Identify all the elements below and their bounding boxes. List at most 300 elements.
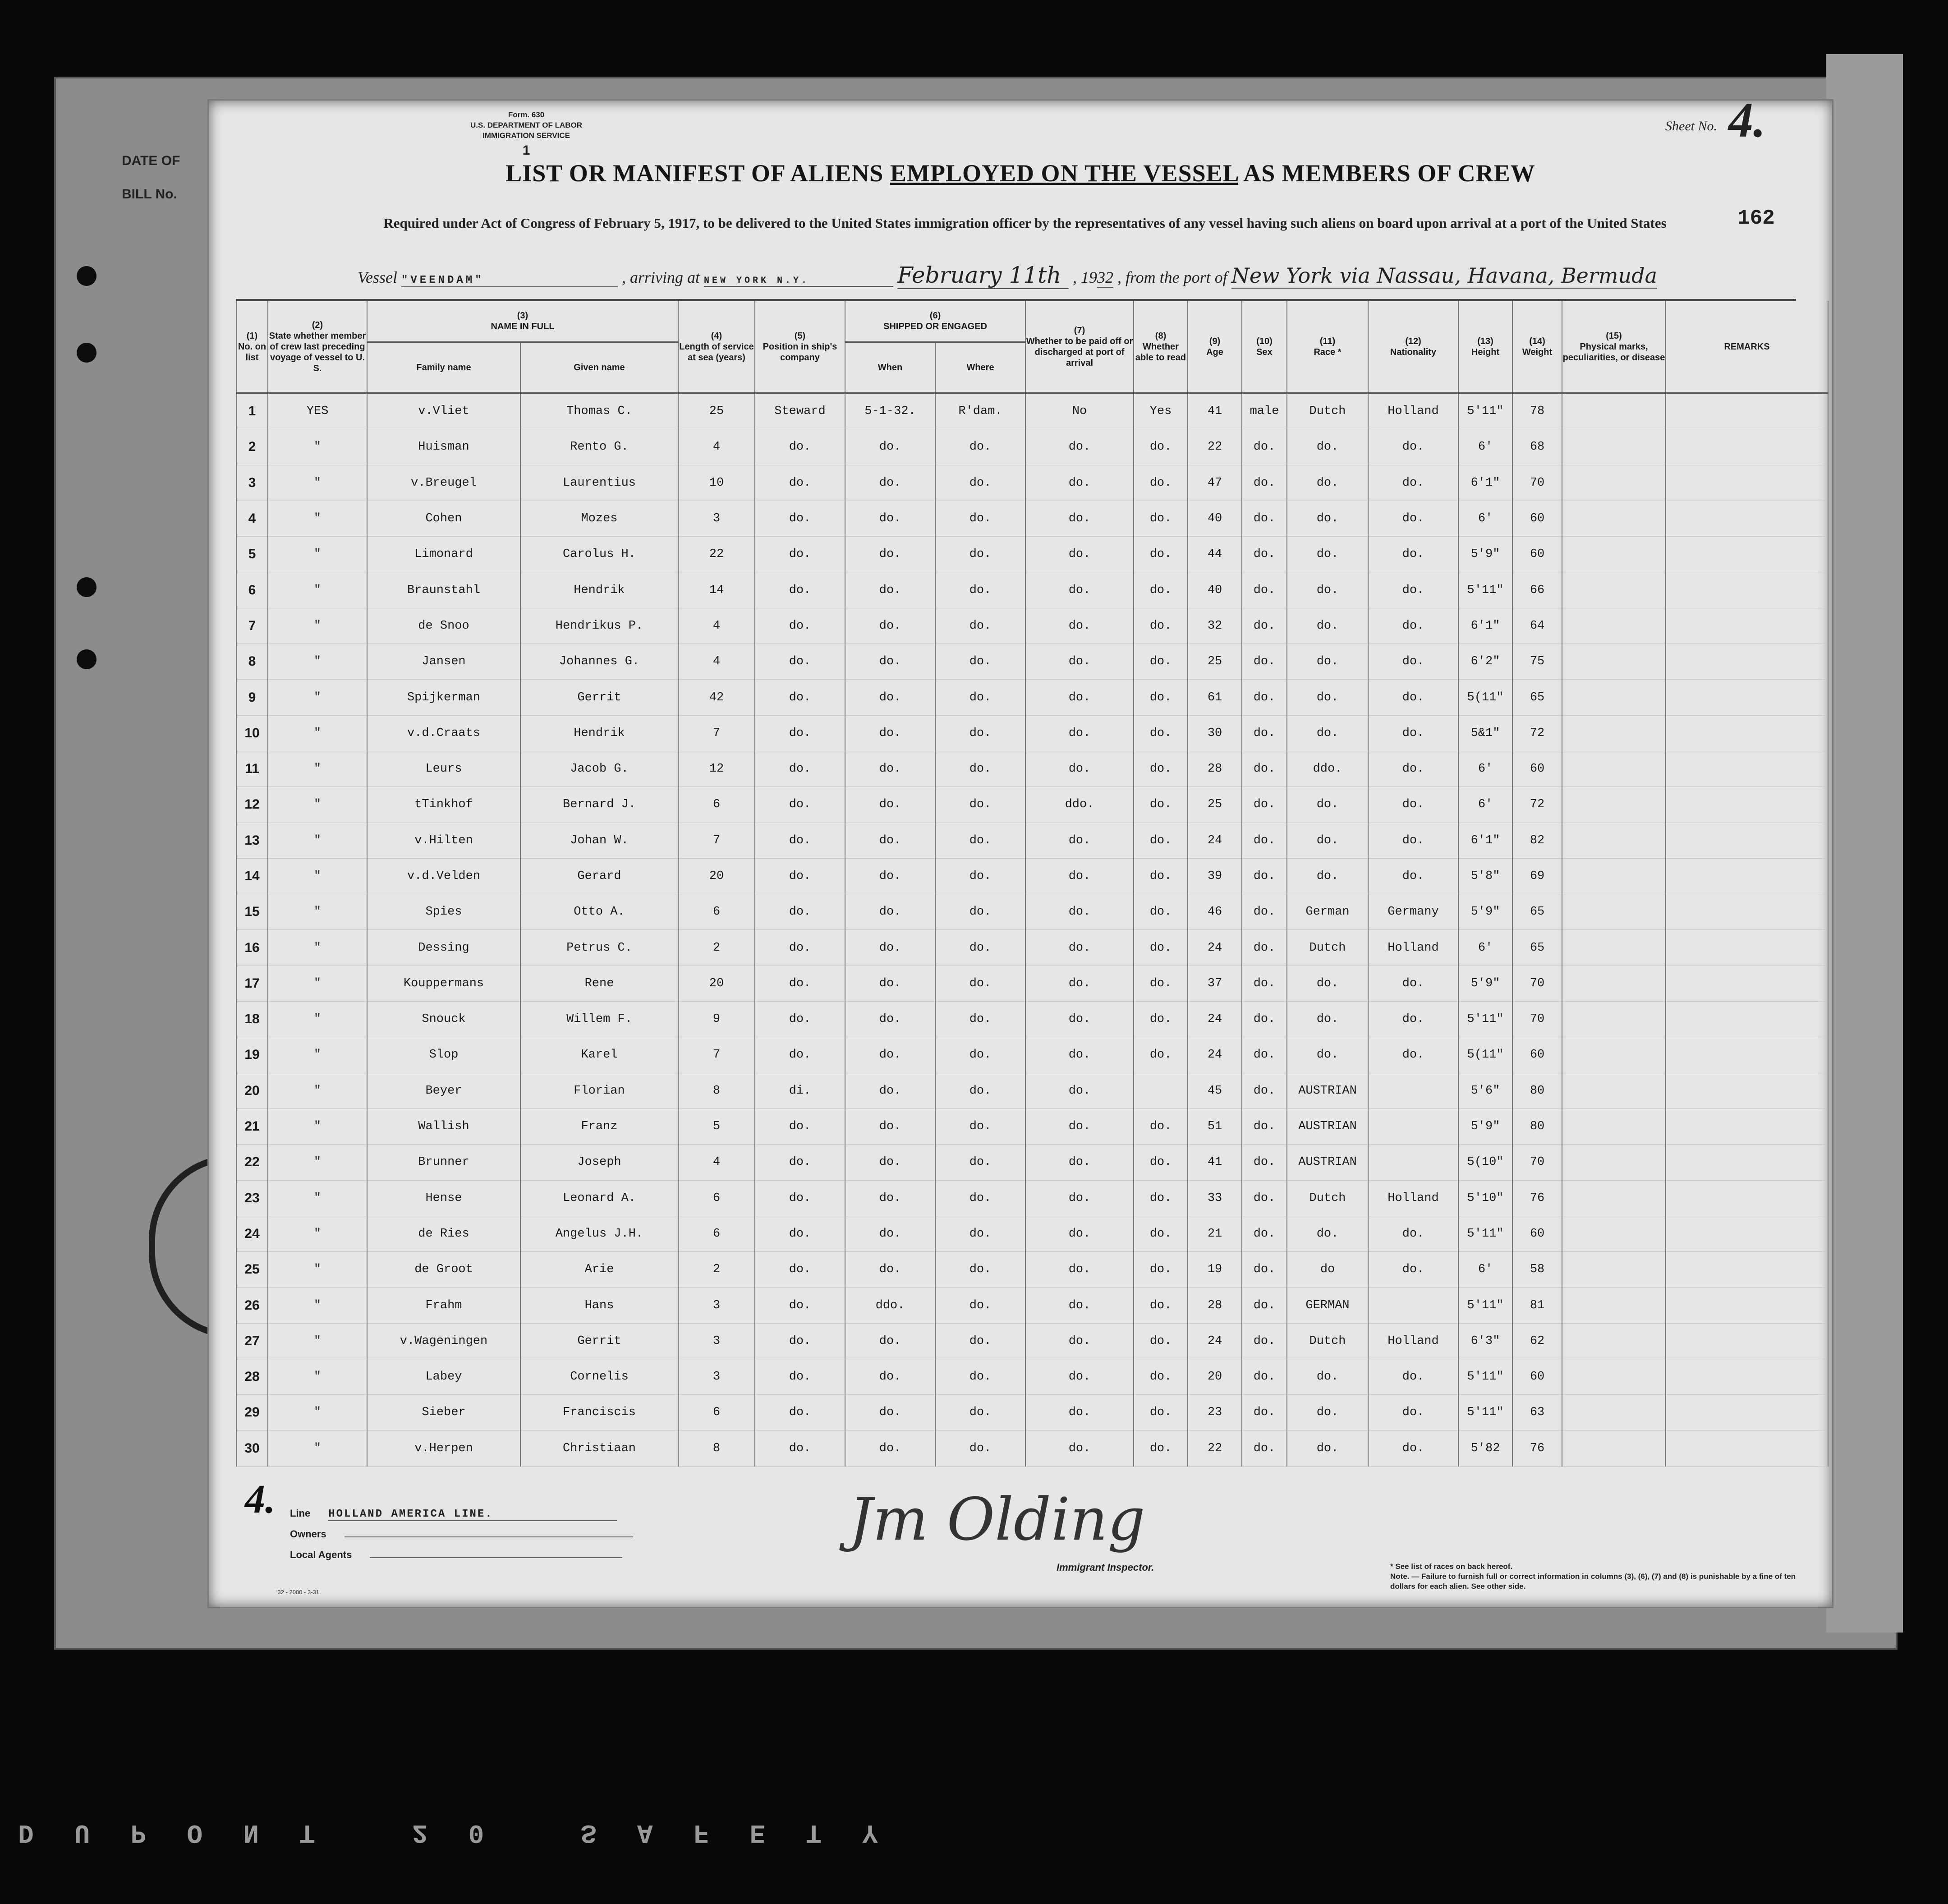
given-name: Gerrit [520,680,678,715]
years-at-sea: 7 [678,715,755,751]
prior-voyage: " [268,823,367,858]
race: do [1287,1252,1368,1288]
col-title: Sex [1256,347,1273,357]
race: do. [1287,537,1368,572]
physical-marks [1562,966,1666,1001]
arriving-label: , arriving at [621,268,700,286]
physical-marks [1562,1145,1666,1180]
height: 5(11" [1458,680,1512,715]
can-read: do. [1134,1180,1188,1216]
age: 24 [1188,930,1242,966]
weight: 63 [1512,1395,1562,1430]
sex: do. [1242,1288,1287,1323]
shipped-when: do. [845,858,935,894]
document-subtitle: Required under Act of Congress of February 5, 1917, to be delivered to the United States immigration officer by the representatives of any vessel having such aliens on board upon arrival at a port of the United States [383,215,1667,231]
discharged: do. [1025,1216,1134,1251]
shipped-when: do. [845,751,935,786]
race: do. [1287,823,1368,858]
crew-row [236,1323,1828,1359]
crew-row [236,966,1828,1001]
row-number: 19 [236,1037,268,1073]
years-at-sea: 6 [678,1216,755,1251]
nationality: Holland [1368,1323,1458,1359]
age: 32 [1188,608,1242,644]
col-num: (4) [711,331,722,341]
weight: 70 [1512,1002,1562,1037]
position: do. [755,501,845,536]
race: do. [1287,1002,1368,1037]
prior-voyage: " [268,715,367,751]
race: do. [1287,1359,1368,1395]
col-given-header: Given name [520,342,678,393]
physical-marks [1562,1216,1666,1251]
weight: 70 [1512,966,1562,1001]
sex: do. [1242,1430,1287,1466]
can-read: do. [1134,930,1188,966]
can-read: do. [1134,715,1188,751]
height: 5'9" [1458,966,1512,1001]
race: do. [1287,1216,1368,1251]
height: 5'8" [1458,858,1512,894]
position: do. [755,751,845,786]
row-number: 30 [236,1430,268,1466]
height: 6'1" [1458,608,1512,644]
crew-row [236,787,1828,823]
remarks [1666,823,1828,858]
height: 6' [1458,429,1512,465]
prior-voyage: " [268,1180,367,1216]
sex: do. [1242,1252,1287,1288]
shipped-when: do. [845,1359,935,1395]
height: 5(10" [1458,1145,1512,1180]
row-number: 13 [236,823,268,858]
crew-row [236,1002,1828,1037]
height: 6'1" [1458,823,1512,858]
prior-voyage: " [268,1073,367,1108]
prior-voyage: " [268,537,367,572]
prior-voyage: " [268,465,367,501]
sex: do. [1242,1002,1287,1037]
height: 6' [1458,787,1512,823]
can-read: do. [1134,1430,1188,1466]
physical-marks [1562,1323,1666,1359]
col-title: Whether to be paid off or discharged at port of arrival [1026,336,1133,368]
race: Dutch [1287,1180,1368,1216]
nationality: Germany [1368,894,1458,930]
discharged: do. [1025,1108,1134,1144]
form-mark: 1 [522,143,530,158]
family-name: Brunner [367,1145,520,1180]
given-name: Franz [520,1108,678,1144]
row-number: 4 [236,501,268,536]
height: 6'1" [1458,465,1512,501]
row-number: 12 [236,787,268,823]
col-title: Age [1206,347,1223,357]
crew-row [236,429,1828,465]
discharged: do. [1025,1180,1134,1216]
vessel-label: Vessel [358,268,397,286]
race: Dutch [1287,1323,1368,1359]
can-read: do. [1134,1002,1188,1037]
physical-marks [1562,1359,1666,1395]
remarks [1666,393,1828,429]
shipped-where: do. [935,1288,1025,1323]
stub-bill: BILL No. [122,187,177,202]
row-number: 5 [236,537,268,572]
remarks [1666,1395,1828,1430]
physical-marks [1562,1002,1666,1037]
owners-value [345,1536,633,1537]
crew-row [236,393,1828,429]
col-title: SHIPPED OR ENGAGED [883,322,988,331]
sex: do. [1242,501,1287,536]
years-at-sea: 42 [678,680,755,715]
race: do. [1287,787,1368,823]
sex: do. [1242,1323,1287,1359]
prior-voyage: " [268,966,367,1001]
col-num: (3) [517,311,528,321]
sex: do. [1242,465,1287,501]
years-at-sea: 4 [678,429,755,465]
can-read: do. [1134,429,1188,465]
col-num: (15) [1606,331,1622,341]
remarks [1666,751,1828,786]
row-number: 20 [236,1073,268,1108]
weight: 80 [1512,1108,1562,1144]
given-name: Carolus H. [520,537,678,572]
height: 5&1" [1458,715,1512,751]
given-name: Hendrik [520,715,678,751]
physical-marks [1562,644,1666,680]
nationality: do. [1368,1037,1458,1073]
shipped-when: do. [845,787,935,823]
height: 5'11" [1458,393,1512,429]
shipped-where: do. [935,501,1025,536]
prior-voyage: " [268,894,367,930]
shipped-when: do. [845,1108,935,1144]
col-title: NAME IN FULL [491,322,555,331]
weight: 78 [1512,393,1562,429]
given-name: Rento G. [520,429,678,465]
years-at-sea: 22 [678,537,755,572]
race: Dutch [1287,393,1368,429]
col-num: (11) [1319,336,1336,346]
weight: 69 [1512,858,1562,894]
backing-sheet-edge [1826,54,1903,1633]
physical-marks [1562,608,1666,644]
shipped-where: do. [935,1108,1025,1144]
can-read: do. [1134,465,1188,501]
col-num: (2) [312,320,323,330]
discharged: do. [1025,501,1134,536]
col-title: Nationality [1390,347,1437,357]
row-number: 23 [236,1180,268,1216]
row-number: 11 [236,751,268,786]
col-num: (1) [246,331,258,341]
sex: do. [1242,930,1287,966]
physical-marks [1562,429,1666,465]
race: do. [1287,966,1368,1001]
weight: 58 [1512,1252,1562,1288]
discharged: do. [1025,858,1134,894]
remarks [1666,501,1828,536]
discharged: do. [1025,715,1134,751]
given-name: Florian [520,1073,678,1108]
shipped-where: do. [935,787,1025,823]
shipped-when: do. [845,823,935,858]
owners-label: Owners [290,1528,326,1540]
given-name: Laurentius [520,465,678,501]
nationality: do. [1368,1430,1458,1466]
col-num: (5) [794,331,806,341]
years-at-sea: 7 [678,1037,755,1073]
prior-voyage: " [268,1252,367,1288]
remarks [1666,930,1828,966]
form-number: Form. 630 [508,110,545,119]
row-number: 16 [236,930,268,966]
shipped-when: do. [845,644,935,680]
nationality: do. [1368,1359,1458,1395]
prior-voyage: " [268,680,367,715]
col-read-header [1134,301,1188,393]
shipped-where: do. [935,465,1025,501]
col-title: Length of service at sea (years) [679,341,754,363]
physical-marks [1562,680,1666,715]
race: AUSTRIAN [1287,1145,1368,1180]
age: 24 [1188,823,1242,858]
shipped-where: do. [935,930,1025,966]
nationality: do. [1368,680,1458,715]
height: 5'11" [1458,572,1512,608]
shipped-where: do. [935,429,1025,465]
shipped-when: do. [845,572,935,608]
race: do. [1287,429,1368,465]
col-nationality-header [1368,301,1458,393]
crew-row [236,1216,1828,1251]
can-read: do. [1134,787,1188,823]
age: 61 [1188,680,1242,715]
crew-row [236,608,1828,644]
physical-marks [1562,537,1666,572]
age: 21 [1188,1216,1242,1251]
years-at-sea: 8 [678,1430,755,1466]
crew-row [236,1395,1828,1430]
years-at-sea: 25 [678,393,755,429]
can-read: do. [1134,608,1188,644]
discharged: do. [1025,823,1134,858]
col-title: REMARKS [1724,341,1770,352]
can-read: do. [1134,501,1188,536]
row-number: 25 [236,1252,268,1288]
nationality: do. [1368,858,1458,894]
physical-marks [1562,787,1666,823]
family-name: Snouck [367,1002,520,1037]
position: do. [755,858,845,894]
can-read: do. [1134,680,1188,715]
prior-voyage: " [268,930,367,966]
shipped-when: do. [845,1002,935,1037]
stub-date: DATE OF [122,153,180,168]
given-name: Franciscis [520,1395,678,1430]
footnote-races: * See list of races on back hereof. [1390,1562,1513,1571]
physical-marks [1562,715,1666,751]
discharged: do. [1025,572,1134,608]
position: do. [755,465,845,501]
family-name: Hense [367,1180,520,1216]
physical-marks [1562,894,1666,930]
prior-voyage: " [268,1288,367,1323]
physical-marks [1562,1430,1666,1466]
family-name: tTinkhof [367,787,520,823]
position: do. [755,1145,845,1180]
crew-row [236,1430,1828,1466]
col-where-header: Where [935,342,1025,393]
nationality [1368,1288,1458,1323]
sex: do. [1242,1395,1287,1430]
weight: 60 [1512,501,1562,536]
height: 5'6" [1458,1073,1512,1108]
col-name-header [367,301,678,342]
weight: 82 [1512,823,1562,858]
discharged: do. [1025,966,1134,1001]
height: 6' [1458,1252,1512,1288]
shipped-where: do. [935,572,1025,608]
sex: do. [1242,966,1287,1001]
years-at-sea: 6 [678,787,755,823]
title-part: AS MEMBERS OF CREW [1238,160,1535,187]
nationality: do. [1368,465,1458,501]
col-num: (9) [1209,336,1221,346]
shipped-when: do. [845,1037,935,1073]
agents-label: Local Agents [290,1549,352,1560]
weight: 65 [1512,894,1562,930]
crew-row [236,715,1828,751]
prior-voyage: " [268,858,367,894]
row-number: 29 [236,1395,268,1430]
years-at-sea: 20 [678,966,755,1001]
col-service-header [678,301,755,393]
family-name: v.d.Velden [367,858,520,894]
family-name: v.Hilten [367,823,520,858]
row-number: 22 [236,1145,268,1180]
height: 5'9" [1458,894,1512,930]
row-number: 28 [236,1359,268,1395]
nationality: Holland [1368,930,1458,966]
physical-marks [1562,1037,1666,1073]
shipped-where: do. [935,608,1025,644]
col-weight-header [1512,301,1562,393]
col-title: Race * [1314,347,1342,357]
binder-hole [77,577,96,597]
row-number: 9 [236,680,268,715]
prior-voyage: " [268,572,367,608]
can-read: do. [1134,1252,1188,1288]
shipped-when: do. [845,1252,935,1288]
years-at-sea: 2 [678,1252,755,1288]
position: do. [755,1252,845,1288]
remarks [1666,966,1828,1001]
sex: do. [1242,1108,1287,1144]
vessel-name: "VEENDAM" [401,274,618,287]
sex: do. [1242,1145,1287,1180]
remarks [1666,1002,1828,1037]
line-row [290,1508,633,1528]
shipped-where: do. [935,1323,1025,1359]
remarks [1666,537,1828,572]
can-read: do. [1134,1395,1188,1430]
binder-hole [77,266,96,286]
nationality: do. [1368,751,1458,786]
discharged: do. [1025,1002,1134,1037]
shipped-when: do. [845,966,935,1001]
can-read: do. [1134,1145,1188,1180]
position: do. [755,966,845,1001]
age: 39 [1188,858,1242,894]
col-height-header [1458,301,1512,393]
age: 33 [1188,1180,1242,1216]
remarks [1666,1037,1828,1073]
page-mark: 4. [245,1477,276,1522]
given-name: Rene [520,966,678,1001]
given-name: Christiaan [520,1430,678,1466]
position: do. [755,930,845,966]
can-read: do. [1134,644,1188,680]
race: do. [1287,715,1368,751]
weight: 60 [1512,1359,1562,1395]
age: 24 [1188,1002,1242,1037]
form-identifier [470,110,582,156]
given-name: Johannes G. [520,644,678,680]
shipped-where: do. [935,1073,1025,1108]
age: 44 [1188,537,1242,572]
crew-row [236,1288,1828,1323]
years-at-sea: 4 [678,644,755,680]
position: do. [755,537,845,572]
height: 6'3" [1458,1323,1512,1359]
col-position-header [755,301,845,393]
discharged: do. [1025,1359,1134,1395]
discharged: do. [1025,537,1134,572]
discharged: do. [1025,429,1134,465]
row-number: 7 [236,608,268,644]
crew-row [236,537,1828,572]
remarks [1666,608,1828,644]
weight: 72 [1512,715,1562,751]
remarks [1666,1108,1828,1144]
remarks [1666,894,1828,930]
shipped-where: do. [935,751,1025,786]
race: ddo. [1287,751,1368,786]
race: do. [1287,1395,1368,1430]
given-name: Gerrit [520,1323,678,1359]
physical-marks [1562,572,1666,608]
discharged: do. [1025,608,1134,644]
bill-stub [122,153,180,220]
nationality: do. [1368,501,1458,536]
shipped-where: do. [935,894,1025,930]
col-no-header [236,301,268,393]
given-name: Bernard J. [520,787,678,823]
nationality: do. [1368,715,1458,751]
shipped-where: do. [935,858,1025,894]
col-remarks-header [1666,301,1828,393]
remarks [1666,1288,1828,1323]
discharged: do. [1025,1323,1134,1359]
nationality: do. [1368,1216,1458,1251]
height: 5'11" [1458,1002,1512,1037]
age: 24 [1188,1037,1242,1073]
row-number: 21 [236,1108,268,1144]
